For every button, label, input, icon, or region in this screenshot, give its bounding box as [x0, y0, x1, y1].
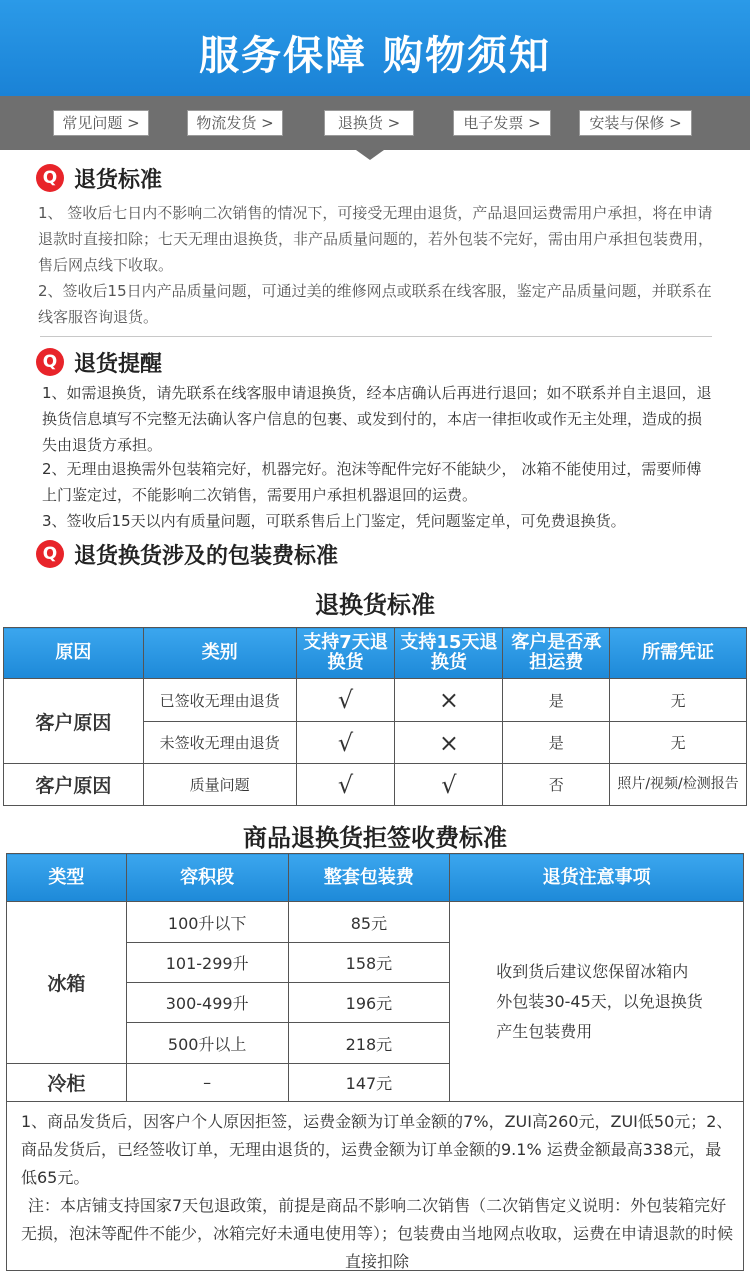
tab-install-warranty[interactable]: 安装与保修 > [579, 110, 692, 136]
proof-cell: 照片/视频/检测报告 [610, 764, 747, 806]
section-title: 退货换货涉及的包装费标准 [74, 543, 339, 569]
table-header-row [7, 854, 744, 902]
return-standard-p2: 2、签收后15日内产品质量问题，可通过美的维修网点或联系在线客服，鉴定产品质量问题，并联系在线客服咨询退货。 [38, 282, 712, 326]
fee-cell: 196元 [288, 983, 450, 1023]
volume-cell: 500升以上 [126, 1023, 288, 1064]
header-cell: 类别 [143, 628, 296, 679]
header-cell: 容积段 [126, 854, 288, 902]
table-row [7, 902, 744, 943]
proof-cell: 无 [610, 679, 747, 722]
page-title: 服务保障 购物须知 [199, 33, 551, 79]
fee-cell: 147元 [288, 1064, 450, 1102]
cross-mark: × [395, 679, 503, 722]
return-note: 收到货后建议您保留冰箱内外包装30-45天，以免退换货产生包装费用 [450, 902, 744, 1102]
tab-returns[interactable]: 退换货 > [324, 110, 414, 136]
tab-invoice[interactable]: 电子发票 > [453, 110, 551, 136]
header-cell: 支持15天退换货 [395, 628, 503, 679]
section-title: 退货提醒 [74, 351, 163, 377]
category-cell: 已签收无理由退货 [143, 679, 296, 722]
volume-cell: 300-499升 [126, 983, 288, 1023]
section-packaging-fee [36, 540, 338, 568]
category-cell: 未签收无理由退货 [143, 722, 296, 764]
section-return-reminder [36, 348, 162, 376]
header-cell: 支持7天退换货 [296, 628, 395, 679]
fee-cell: 218元 [288, 1023, 450, 1064]
table-row [4, 764, 747, 806]
fee-note-1: 1、商品发货后，因客户个人原因拒签，运费金额为订单金额的7%，ZUI高260元，ZUI低50元；2、商品发货后，已经签收订单，无理由退货的，运费金额为订单金额的9.1% 运费金额最高338元，最低65元。 [21, 1112, 733, 1187]
check-mark: √ [395, 764, 503, 806]
fee-notes [6, 1101, 744, 1271]
q-icon: Q [36, 540, 64, 568]
freight-cell: 是 [503, 722, 610, 764]
table-header-row [4, 628, 747, 679]
active-tab-pointer [356, 150, 384, 160]
freight-cell: 否 [503, 764, 610, 806]
header-cell: 原因 [4, 628, 144, 679]
header-banner [0, 0, 750, 96]
type-cell: 冰箱 [7, 902, 127, 1064]
freight-cell: 是 [503, 679, 610, 722]
section-return-standard [36, 164, 162, 192]
category-cell: 质量问题 [143, 764, 296, 806]
header-cell: 类型 [7, 854, 127, 902]
exchange-standard-table [3, 627, 747, 806]
return-standard-p1: 1、 签收后七日内不影响二次销售的情况下，可接受无理由退货，产品退回运费需用户承担，将在申请退款时直接扣除；七天无理由退换货，非产品质量问题的，若外包装不完好，需由用户承担包装费用，售后网点线下收取。 [38, 204, 714, 274]
volume-cell: 101-299升 [126, 943, 288, 983]
type-cell: 冷柜 [7, 1064, 127, 1102]
cross-mark: × [395, 722, 503, 764]
header-cell: 退货注意事项 [450, 854, 744, 902]
return-reminder-p1: 1、如需退换货，请先联系在线客服申请退换货，经本店确认后再进行退回；如不联系并自主退回，退换货信息填写不完整无法确认客户信息的包裹、或发到付的，本店一律拒收或作无主处理，造成的损失由退货方承担。 [42, 384, 712, 454]
table-row [4, 679, 747, 722]
divider [40, 336, 712, 337]
refusal-fee-table [6, 853, 744, 1102]
check-mark: √ [296, 764, 395, 806]
check-mark: √ [296, 722, 395, 764]
section-title: 退货标准 [74, 167, 163, 193]
header-cell: 所需凭证 [610, 628, 747, 679]
fee-cell: 85元 [288, 902, 450, 943]
tab-logistics[interactable]: 物流发货 > [187, 110, 283, 136]
q-icon: Q [36, 348, 64, 376]
return-reminder-p2: 2、无理由退换需外包装箱完好，机器完好。泡沫等配件完好不能缺少， 冰箱不能使用过，需要师傅上门鉴定过，不能影响二次销售，需要用户承担机器退回的运费。 [42, 460, 702, 504]
check-mark: √ [296, 679, 395, 722]
tab-bar [0, 96, 750, 150]
fee-cell: 158元 [288, 943, 450, 983]
header-cell: 整套包装费 [288, 854, 450, 902]
fee-note-2: 注：本店铺支持国家7天包退政策，前提是商品不影响二次销售（二次销售定义说明：外包装箱完好无损，泡沫等配件不能少，冰箱完好未通电使用等）；包装费由当地网点收取，运费在申请退款的时候直接扣除 [21, 1196, 734, 1271]
header-cell: 客户是否承担运费 [503, 628, 610, 679]
refusal-table-title: 商品退换货拒签收费标准 [243, 824, 507, 852]
return-reminder-p3: 3、签收后15天以内有质量问题，可联系售后上门鉴定，凭问题鉴定单，可免费退换货。 [42, 512, 626, 530]
reason-cell: 客户原因 [4, 764, 144, 806]
volume-cell: – [126, 1064, 288, 1102]
q-icon: Q [36, 164, 64, 192]
exchange-table-title: 退换货标准 [315, 591, 435, 619]
reason-cell: 客户原因 [4, 679, 144, 764]
volume-cell: 100升以下 [126, 902, 288, 943]
proof-cell: 无 [610, 722, 747, 764]
tab-faq[interactable]: 常见问题 > [53, 110, 149, 136]
